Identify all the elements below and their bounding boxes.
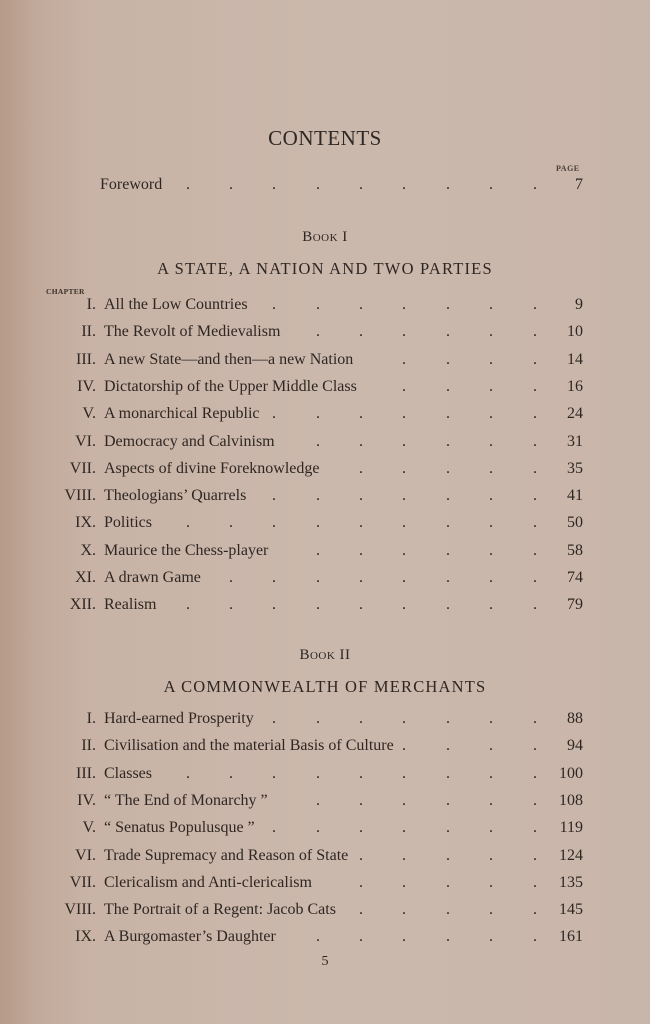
leader-dot: . — [402, 901, 406, 919]
chapter-title: Classes — [104, 764, 152, 782]
book-2-label: Book II — [299, 647, 351, 663]
leader-dot: . — [446, 350, 450, 368]
leader-dot: . — [489, 569, 493, 586]
leader-dot: . — [446, 296, 450, 313]
leader-dot: . — [533, 514, 537, 532]
dot-leader — [0, 296, 650, 318]
leader-dot: . — [489, 487, 493, 505]
dot-leader — [0, 514, 650, 536]
chapter-number: VIII. — [64, 487, 96, 505]
leader-dot: . — [446, 323, 450, 341]
leader-dot: . — [359, 487, 363, 505]
leader-dot: . — [359, 710, 363, 727]
leader-dot: . — [489, 596, 493, 614]
dot-leader — [0, 176, 650, 198]
leader-dot: . — [316, 596, 320, 614]
chapter-column-label: CHAPTER — [46, 287, 85, 296]
chapter-number: VI. — [75, 846, 96, 864]
chapter-title: All the Low Countries — [104, 296, 248, 313]
leader-dot: . — [446, 873, 450, 891]
leader-dot: . — [402, 405, 406, 423]
leader-dot: . — [489, 819, 493, 837]
leader-dot: . — [359, 541, 363, 559]
leader-dot: . — [402, 377, 406, 395]
toc-entry[interactable] — [0, 710, 650, 732]
dot-leader — [0, 792, 650, 814]
leader-dot: . — [446, 846, 450, 864]
chapter-page: 108 — [559, 791, 583, 809]
leader-dot: . — [359, 569, 363, 586]
entry-page: 7 — [575, 176, 583, 193]
chapter-number: X. — [80, 541, 96, 559]
leader-dot: . — [359, 901, 363, 919]
leader-dot: . — [359, 873, 363, 891]
leader-dot: . — [402, 710, 406, 727]
toc-entry[interactable] — [0, 514, 650, 536]
chapter-page: 124 — [559, 846, 583, 864]
leader-dot: . — [272, 569, 276, 586]
chapter-number: IV. — [77, 377, 96, 395]
leader-dot: . — [316, 764, 320, 782]
leader-dot: . — [533, 846, 537, 864]
leader-dot: . — [316, 296, 320, 313]
leader-dot: . — [359, 596, 363, 614]
leader-dot: . — [316, 176, 320, 193]
leader-dot: . — [359, 323, 363, 341]
chapter-page: 79 — [567, 596, 583, 614]
leader-dot: . — [402, 846, 406, 864]
toc-entry[interactable] — [0, 847, 650, 869]
leader-dot: . — [489, 296, 493, 313]
leader-dot: . — [359, 791, 363, 809]
leader-dot: . — [446, 432, 450, 450]
leader-dot: . — [359, 514, 363, 532]
dot-leader — [0, 460, 650, 482]
leader-dot: . — [489, 791, 493, 809]
chapter-number: VII. — [69, 459, 96, 477]
leader-dot: . — [446, 514, 450, 532]
dot-leader — [0, 737, 650, 759]
leader-dot: . — [316, 928, 320, 946]
toc-entry[interactable] — [0, 737, 650, 759]
page-title: CONTENTS — [268, 126, 382, 150]
dot-leader — [0, 323, 650, 345]
toc-entry[interactable] — [0, 323, 650, 345]
leader-dot: . — [533, 873, 537, 891]
leader-dot: . — [229, 569, 233, 586]
chapter-number: I. — [86, 296, 96, 313]
chapter-title: A drawn Game — [104, 569, 201, 586]
chapter-title: “ Senatus Populusque ” — [104, 819, 255, 837]
toc-entry[interactable] — [0, 792, 650, 814]
chapter-number: IV. — [77, 791, 96, 809]
dot-leader — [0, 542, 650, 564]
leader-dot: . — [316, 514, 320, 532]
leader-dot: . — [229, 596, 233, 614]
dot-leader — [0, 351, 650, 373]
leader-dot: . — [533, 541, 537, 559]
leader-dot: . — [229, 176, 233, 193]
chapter-number: XI. — [75, 569, 96, 586]
dot-leader — [0, 487, 650, 509]
leader-dot: . — [533, 296, 537, 313]
leader-dot: . — [272, 596, 276, 614]
leader-dot: . — [533, 737, 537, 755]
leader-dot: . — [489, 846, 493, 864]
leader-dot: . — [533, 569, 537, 586]
chapter-page: 135 — [559, 873, 583, 891]
leader-dot: . — [359, 846, 363, 864]
entry-title: Foreword — [100, 176, 163, 193]
leader-dot: . — [316, 819, 320, 837]
chapter-page: 31 — [567, 432, 583, 450]
leader-dot: . — [316, 791, 320, 809]
chapter-page: 58 — [567, 541, 583, 559]
dot-leader — [0, 569, 650, 591]
chapter-number: III. — [76, 764, 96, 782]
leader-dot: . — [402, 819, 406, 837]
leader-dot: . — [533, 487, 537, 505]
leader-dot: . — [533, 901, 537, 919]
leader-dot: . — [316, 405, 320, 423]
chapter-page: 9 — [575, 296, 583, 313]
toc-entry[interactable] — [0, 901, 650, 923]
chapter-number: VIII. — [64, 901, 96, 919]
leader-dot: . — [402, 541, 406, 559]
leader-dot: . — [446, 541, 450, 559]
page-number: 5 — [321, 954, 329, 969]
book-1-heading: A STATE, A NATION AND TWO PARTIES — [157, 259, 493, 278]
leader-dot: . — [402, 296, 406, 313]
toc-entry[interactable] — [0, 928, 650, 950]
leader-dot: . — [186, 514, 190, 532]
leader-dot: . — [359, 432, 363, 450]
leader-dot: . — [489, 514, 493, 532]
leader-dot: . — [272, 514, 276, 532]
chapter-number: I. — [86, 710, 96, 727]
dot-leader — [0, 765, 650, 787]
leader-dot: . — [359, 819, 363, 837]
chapter-page: 145 — [559, 901, 583, 919]
toc-entry[interactable] — [0, 765, 650, 787]
toc-entry[interactable] — [0, 296, 650, 318]
chapter-number: IX. — [75, 514, 96, 532]
chapter-number: V. — [82, 405, 96, 423]
chapter-title: Democracy and Calvinism — [104, 432, 275, 450]
chapter-number: XII. — [69, 596, 96, 614]
toc-entry[interactable] — [0, 819, 650, 841]
leader-dot: . — [533, 459, 537, 477]
leader-dot: . — [489, 377, 493, 395]
chapter-page: 50 — [567, 514, 583, 532]
leader-dot: . — [446, 487, 450, 505]
chapter-title: Dictatorship of the Upper Middle Class — [104, 377, 357, 395]
toc-entry-foreword[interactable] — [0, 176, 650, 198]
leader-dot: . — [272, 176, 276, 193]
chapter-title: The Revolt of Medievalism — [104, 323, 281, 341]
chapter-page: 119 — [559, 819, 583, 837]
leader-dot: . — [533, 819, 537, 837]
chapter-page: 88 — [567, 710, 583, 727]
leader-dot: . — [272, 405, 276, 423]
leader-dot: . — [316, 432, 320, 450]
leader-dot: . — [446, 596, 450, 614]
leader-dot: . — [446, 791, 450, 809]
dot-leader — [0, 901, 650, 923]
leader-dot: . — [489, 323, 493, 341]
toc-entry[interactable] — [0, 596, 650, 618]
chapter-page: 14 — [567, 350, 583, 368]
leader-dot: . — [402, 323, 406, 341]
chapter-title: The Portrait of a Regent: Jacob Cats — [104, 901, 336, 919]
leader-dot: . — [446, 459, 450, 477]
leader-dot: . — [272, 296, 276, 313]
toc-entry[interactable] — [0, 405, 650, 427]
leader-dot: . — [446, 928, 450, 946]
toc-entry[interactable] — [0, 460, 650, 482]
chapter-title: Theologians’ Quarrels — [104, 487, 247, 505]
page-column-label: PAGE — [556, 164, 580, 173]
leader-dot: . — [316, 487, 320, 505]
chapter-page: 161 — [559, 928, 583, 946]
leader-dot: . — [402, 764, 406, 782]
leader-dot: . — [186, 596, 190, 614]
dot-leader — [0, 596, 650, 618]
leader-dot: . — [446, 819, 450, 837]
leader-dot: . — [533, 323, 537, 341]
chapter-title: Maurice the Chess-player — [104, 541, 269, 559]
chapter-number: IX. — [75, 928, 96, 946]
chapter-page: 74 — [567, 569, 583, 586]
chapter-number: VII. — [69, 873, 96, 891]
toc-entry[interactable] — [0, 378, 650, 400]
chapter-page: 100 — [559, 764, 583, 782]
leader-dot: . — [359, 928, 363, 946]
leader-dot: . — [359, 764, 363, 782]
leader-dot: . — [533, 596, 537, 614]
leader-dot: . — [489, 459, 493, 477]
leader-dot: . — [402, 596, 406, 614]
chapter-page: 41 — [567, 487, 583, 505]
leader-dot: . — [446, 737, 450, 755]
leader-dot: . — [533, 377, 537, 395]
leader-dot: . — [316, 323, 320, 341]
toc-entry[interactable] — [0, 351, 650, 373]
leader-dot: . — [402, 928, 406, 946]
leader-dot: . — [402, 487, 406, 505]
leader-dot: . — [489, 541, 493, 559]
leader-dot: . — [402, 432, 406, 450]
toc-entry[interactable] — [0, 433, 650, 455]
toc-entry[interactable] — [0, 874, 650, 896]
leader-dot: . — [402, 569, 406, 586]
leader-dot: . — [272, 764, 276, 782]
leader-dot: . — [533, 764, 537, 782]
chapter-page: 10 — [567, 323, 583, 341]
leader-dot: . — [229, 514, 233, 532]
chapter-title: Politics — [104, 514, 153, 532]
leader-dot: . — [489, 737, 493, 755]
leader-dot: . — [359, 459, 363, 477]
chapter-page: 16 — [567, 377, 583, 395]
leader-dot: . — [489, 764, 493, 782]
leader-dot: . — [359, 176, 363, 193]
chapter-number: II. — [81, 737, 96, 755]
leader-dot: . — [316, 541, 320, 559]
leader-dot: . — [533, 791, 537, 809]
leader-dot: . — [446, 569, 450, 586]
chapter-page: 35 — [567, 459, 583, 477]
leader-dot: . — [489, 710, 493, 727]
leader-dot: . — [489, 176, 493, 193]
chapter-title: Trade Supremacy and Reason of State — [104, 846, 349, 864]
chapter-title: Hard-earned Prosperity — [104, 710, 254, 727]
leader-dot: . — [489, 405, 493, 423]
dot-leader — [0, 847, 650, 869]
leader-dot: . — [402, 873, 406, 891]
dot-leader — [0, 874, 650, 896]
leader-dot: . — [489, 350, 493, 368]
chapter-title: A new State—and then—a new Nation — [104, 350, 354, 368]
dot-leader — [0, 819, 650, 841]
leader-dot: . — [533, 928, 537, 946]
book-1-label: Book I — [302, 229, 348, 245]
leader-dot: . — [446, 176, 450, 193]
leader-dot: . — [272, 819, 276, 837]
leader-dot: . — [359, 296, 363, 313]
chapter-title: A monarchical Republic — [104, 405, 260, 423]
leader-dot: . — [316, 569, 320, 586]
leader-dot: . — [402, 176, 406, 193]
toc-entry[interactable] — [0, 542, 650, 564]
chapter-title: Realism — [104, 596, 157, 614]
leader-dot: . — [446, 764, 450, 782]
toc-entry[interactable] — [0, 569, 650, 591]
dot-leader — [0, 710, 650, 732]
leader-dot: . — [533, 405, 537, 423]
leader-dot: . — [229, 764, 233, 782]
leader-dot: . — [359, 405, 363, 423]
leader-dot: . — [533, 710, 537, 727]
dot-leader — [0, 378, 650, 400]
chapter-title: “ The End of Monarchy ” — [104, 791, 268, 809]
leader-dot: . — [402, 514, 406, 532]
dot-leader — [0, 928, 650, 950]
chapter-number: VI. — [75, 432, 96, 450]
leader-dot: . — [489, 901, 493, 919]
leader-dot: . — [489, 873, 493, 891]
leader-dot: . — [446, 710, 450, 727]
dot-leader — [0, 405, 650, 427]
leader-dot: . — [446, 377, 450, 395]
leader-dot: . — [402, 791, 406, 809]
leader-dot: . — [533, 350, 537, 368]
leader-dot: . — [272, 487, 276, 505]
chapter-number: II. — [81, 323, 96, 341]
leader-dot: . — [533, 176, 537, 193]
leader-dot: . — [489, 928, 493, 946]
chapter-title: A Burgomaster’s Daughter — [104, 928, 276, 946]
leader-dot: . — [186, 176, 190, 193]
leader-dot: . — [489, 432, 493, 450]
leader-dot: . — [402, 459, 406, 477]
leader-dot: . — [316, 710, 320, 727]
book-2-heading: A COMMONWEALTH OF MERCHANTS — [163, 677, 487, 696]
leader-dot: . — [272, 710, 276, 727]
leader-dot: . — [186, 764, 190, 782]
leader-dot: . — [402, 737, 406, 755]
chapter-page: 24 — [567, 405, 583, 423]
chapter-number: V. — [82, 819, 96, 837]
chapter-page: 94 — [567, 737, 583, 755]
toc-entry[interactable] — [0, 487, 650, 509]
chapter-title: Clericalism and Anti-clericalism — [104, 873, 312, 891]
leader-dot: . — [533, 432, 537, 450]
leader-dot: . — [446, 901, 450, 919]
leader-dot: . — [446, 405, 450, 423]
leader-dot: . — [402, 350, 406, 368]
chapter-title: Civilisation and the material Basis of Culture — [104, 737, 394, 755]
chapter-number: III. — [76, 350, 96, 368]
chapter-title: Aspects of divine Foreknowledge — [104, 459, 320, 477]
dot-leader — [0, 433, 650, 455]
